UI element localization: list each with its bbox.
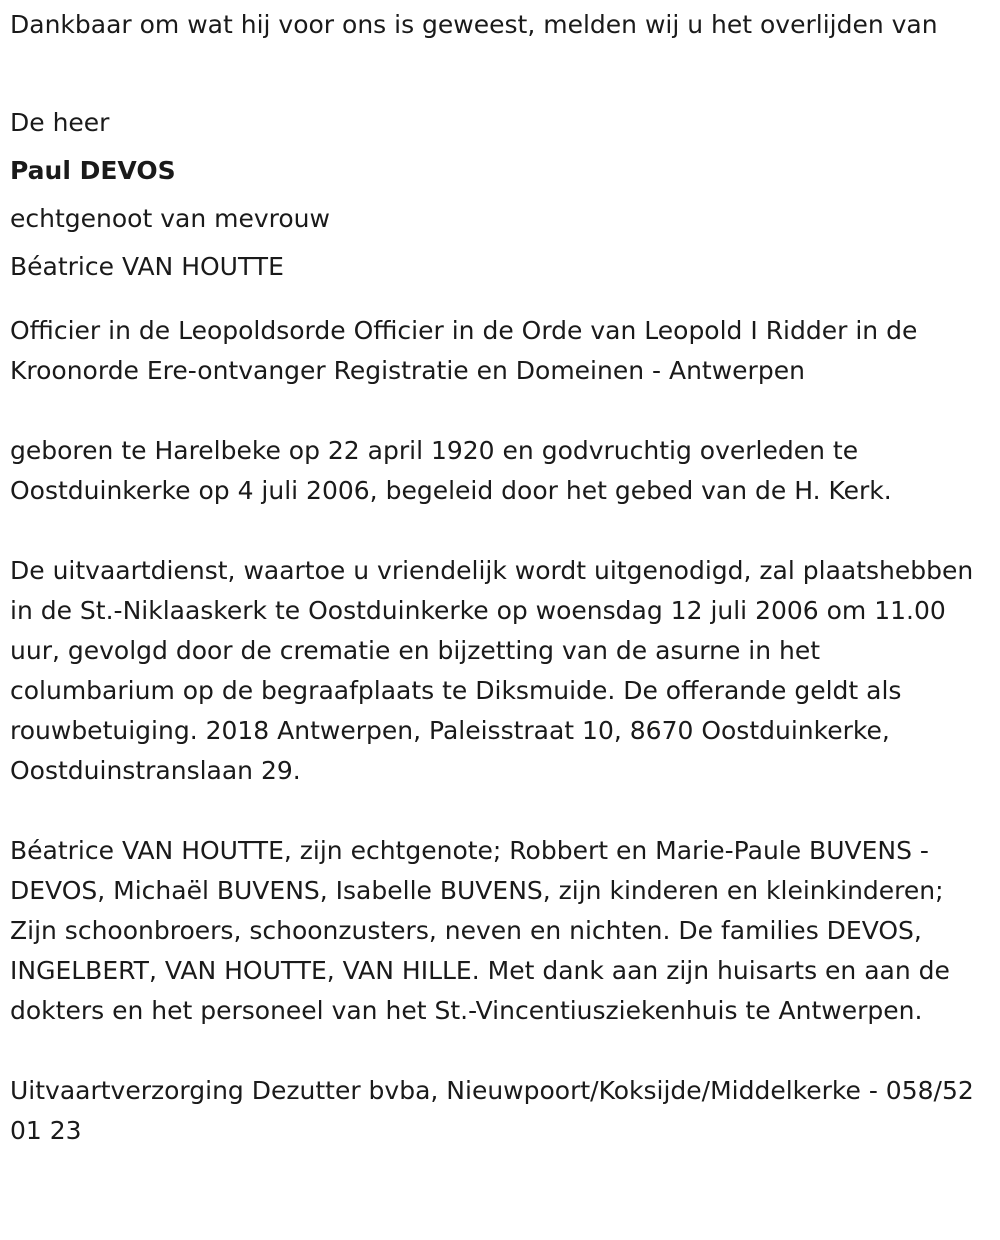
salutation: De heer bbox=[10, 108, 110, 137]
deceased-block bbox=[10, 99, 990, 291]
spouse-prefix: echtgenoot van mevrouw bbox=[10, 204, 330, 233]
intro-text: Dankbaar om wat hij voor ons is geweest, melden wij u het overlijden van bbox=[10, 10, 938, 39]
family-text: Béatrice VAN HOUTTE, zijn echtgenote; Robbert en Marie-Paule BUVENS - DEVOS, Michaël BUVENS, Isabelle BUVENS, zijn kinderen en kleinkinderen; Zijn schoonbroers, schoonzusters, neven en nichten. De families DEVOS, INGELBERT, VAN HOUTTE, VAN HILLE. Met dank aan zijn huisarts en aan de dokters en het personeel van het St.-Vincentiusziekenhuis te Antwerpen. bbox=[10, 836, 950, 1025]
funeral-text: De uitvaartdienst, waartoe u vriendelijk wordt uitgenodigd, zal plaatshebben in de St.-Niklaaskerk te Oostduinkerke op woensdag 12 juli 2006 om 11.00 uur, gevolgd door de crematie en bijzetting van de asurne in het columbarium op de begraafplaats te Diksmuide. De offerande geldt als rouwbetuiging. 2018 Antwerpen, Paleisstraat 10, 8670 Oostduinkerke, Oostduinstranslaan 29. bbox=[10, 556, 974, 785]
honors-text: Officier in de Leopoldsorde Officier in de Orde van Leopold I Ridder in de Kroonorde Ere-ontvanger Registratie en Domeinen - Antwerpen bbox=[10, 316, 918, 385]
spouse-name: Béatrice VAN HOUTTE bbox=[10, 252, 284, 281]
undertaker-text: Uitvaartverzorging Dezutter bvba, Nieuwpoort/Koksijde/Middelkerke - 058/52 01 23 bbox=[10, 1076, 974, 1145]
deceased-name: Paul DEVOS bbox=[10, 156, 176, 185]
birth-death-text: geboren te Harelbeke op 22 april 1920 en godvruchtig overleden te Oostduinkerke op 4 juli 2006, begeleid door het gebed van de H. Kerk. bbox=[10, 436, 892, 505]
